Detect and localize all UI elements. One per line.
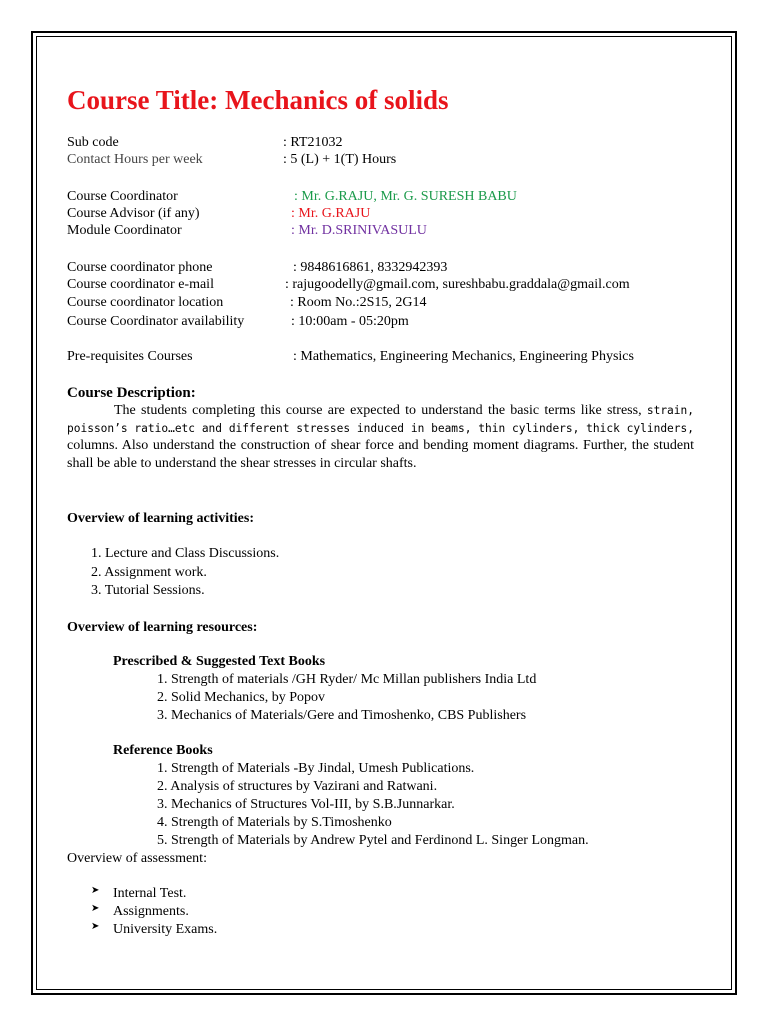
reference-books-heading: Reference Books bbox=[113, 743, 213, 758]
activity-item: 1. Lecture and Class Discussions. bbox=[91, 546, 280, 561]
reference-book-item: 5. Strength of Materials by Andrew Pytel and Ferdinond L. Singer Longman. bbox=[157, 833, 589, 848]
coordinator-phone-label: Course coordinator phone bbox=[67, 260, 213, 275]
reference-book-item: 4. Strength of Materials by S.Timoshenko bbox=[157, 815, 392, 830]
reference-book-item: 2. Analysis of structures by Vazirani and Ratwani. bbox=[157, 779, 438, 794]
course-coordinator-label: Course Coordinator bbox=[67, 189, 178, 204]
activity-item: 3. Tutorial Sessions. bbox=[91, 583, 205, 598]
assessment-item: University Exams. bbox=[113, 922, 218, 937]
course-title: Course Title: Mechanics of solids bbox=[67, 85, 449, 115]
bullet-arrow-icon: ➤ bbox=[91, 903, 100, 914]
bullet-arrow-icon: ➤ bbox=[91, 885, 100, 896]
coordinator-location-value: : Room No.:2S15, 2G14 bbox=[290, 295, 427, 310]
text-book-item: 1. Strength of materials /GH Ryder/ Mc Millan publishers India Ltd bbox=[157, 672, 537, 687]
module-coordinator-label: Module Coordinator bbox=[67, 223, 182, 238]
sub-code-value: : RT21032 bbox=[283, 135, 343, 150]
course-advisor-label: Course Advisor (if any) bbox=[67, 206, 200, 221]
prerequisites-label: Pre-requisites Courses bbox=[67, 349, 193, 364]
description-part1: The students completing this course are expected to understand the basic terms like stress, bbox=[114, 403, 642, 418]
reference-book-item: 1. Strength of Materials -By Jindal, Umesh Publications. bbox=[157, 761, 475, 776]
course-description-heading: Course Description: bbox=[67, 385, 196, 401]
coordinator-availability-label: Course Coordinator availability bbox=[67, 314, 245, 329]
assessment-item: Assignments. bbox=[113, 904, 189, 919]
course-coordinator-value: : Mr. G.RAJU, Mr. G. SURESH BABU bbox=[294, 189, 517, 204]
module-coordinator-value: : Mr. D.SRINIVASULU bbox=[291, 223, 427, 238]
activity-item: 2. Assignment work. bbox=[91, 565, 207, 580]
reference-book-item: 3. Mechanics of Structures Vol-III, by S.B.Junnarkar. bbox=[157, 797, 455, 812]
assessment-heading: Overview of assessment: bbox=[67, 851, 207, 866]
coordinator-email-value: : rajugoodelly@gmail.com, sureshbabu.graddala@gmail.com bbox=[285, 277, 630, 292]
contact-hours-value: : 5 (L) + 1(T) Hours bbox=[283, 152, 397, 167]
description-part2: strain, poisson’s ratio…etc and different stresses induced in beams, thin cylinders, thick cylinders, bbox=[67, 404, 694, 435]
description-part3: columns. Also understand the construction of shear force and bending moment diagrams. Further, the student shall be able to understand the shear stresses in circular shafts. bbox=[67, 438, 694, 471]
bullet-arrow-icon: ➤ bbox=[91, 921, 100, 932]
contact-hours-label: Contact Hours per week bbox=[67, 152, 203, 167]
coordinator-email-label: Course coordinator e-mail bbox=[67, 277, 214, 292]
learning-resources-heading: Overview of learning resources: bbox=[67, 620, 258, 635]
text-book-item: 2. Solid Mechanics, by Popov bbox=[157, 690, 325, 705]
assessment-item: Internal Test. bbox=[113, 886, 187, 901]
coordinator-location-label: Course coordinator location bbox=[67, 295, 224, 310]
text-books-heading: Prescribed & Suggested Text Books bbox=[113, 654, 326, 669]
course-description-text bbox=[67, 402, 694, 472]
text-book-item: 3. Mechanics of Materials/Gere and Timoshenko, CBS Publishers bbox=[157, 708, 527, 723]
course-advisor-value: : Mr. G.RAJU bbox=[291, 206, 371, 221]
coordinator-availability-value: : 10:00am - 05:20pm bbox=[291, 314, 409, 329]
prerequisites-value: : Mathematics, Engineering Mechanics, Engineering Physics bbox=[293, 349, 634, 364]
coordinator-phone-value: : 9848616861, 8332942393 bbox=[293, 260, 448, 275]
sub-code-label: Sub code bbox=[67, 135, 119, 150]
learning-activities-heading: Overview of learning activities: bbox=[67, 511, 255, 526]
